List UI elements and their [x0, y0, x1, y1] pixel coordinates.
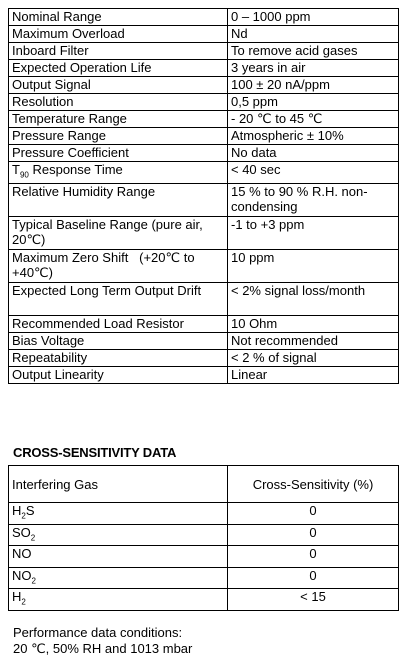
- spec-value: Not recommended: [228, 332, 399, 349]
- spec-value: 3 years in air: [228, 60, 399, 77]
- performance-notes: [13, 625, 192, 657]
- spec-label: Pressure Range: [9, 128, 228, 145]
- spec-label: Temperature Range: [9, 111, 228, 128]
- header-interfering-gas: Interfering Gas: [9, 466, 228, 503]
- spec-label: Resolution: [9, 94, 228, 111]
- cross-sensitivity-value: 0: [228, 524, 399, 546]
- spec-label: Nominal Range: [9, 9, 228, 26]
- cross-row-no2: [9, 567, 399, 589]
- spec-row-repeatability: [9, 349, 399, 366]
- spec-row-baseline-range: [9, 216, 399, 249]
- spec-row-output-linearity: [9, 366, 399, 383]
- gas-formula-main: H: [12, 589, 22, 605]
- cross-row-h2s: [9, 503, 399, 525]
- spec-row-pressure-range: [9, 128, 399, 145]
- spec-value: < 2 % of signal: [228, 349, 399, 366]
- spec-label: Inboard Filter: [9, 43, 228, 60]
- spec-value: Linear: [228, 366, 399, 383]
- gas-formula-main: SO: [12, 524, 31, 540]
- spec-value: 15 % to 90 % R.H. non-condensing: [228, 183, 399, 216]
- spec-row-pressure-coefficient: [9, 145, 399, 162]
- gas-formula-tail: S: [25, 503, 35, 518]
- spec-value: To remove acid gases: [228, 43, 399, 60]
- spec-row-humidity-range: [9, 183, 399, 216]
- spec-label: Expected Long Term Output Drift: [9, 282, 228, 315]
- spec-value: < 2% signal loss/month: [228, 282, 399, 315]
- notes-line-1: Performance data conditions:: [13, 625, 183, 640]
- gas-name: [9, 546, 228, 568]
- cross-sensitivity-title: CROSS-SENSITIVITY DATA: [13, 445, 177, 460]
- spec-label: Recommended Load Resistor: [9, 315, 228, 332]
- spec-row-inboard-filter: [9, 43, 399, 60]
- gas-formula-subscript: 2: [30, 533, 36, 543]
- spec-row-load-resistor: [9, 315, 399, 332]
- gas-formula-main: H: [12, 503, 22, 518]
- spec-value: No data: [228, 145, 399, 162]
- spec-row-temperature-range: [9, 111, 399, 128]
- spec-value: 10 Ohm: [228, 315, 399, 332]
- spec-row-resolution: [9, 94, 399, 111]
- gas-formula-subscript: 2: [21, 511, 26, 521]
- spec-label: Output Linearity: [9, 366, 228, 383]
- spec-row-zero-shift: [9, 249, 399, 282]
- spec-value: -1 to +3 ppm: [228, 216, 399, 249]
- spec-label: Relative Humidity Range: [9, 183, 228, 216]
- spec-label: Pressure Coefficient: [9, 145, 228, 162]
- spec-value: Atmospheric ± 10%: [228, 128, 399, 145]
- gas-formula-subscript: 2: [21, 597, 26, 607]
- spec-label: Typical Baseline Range (pure air, 20℃): [9, 216, 228, 249]
- spec-value: Nd: [228, 26, 399, 43]
- cross-sensitivity-value: < 15: [228, 589, 399, 611]
- spec-value: - 20 ℃ to 45 ℃: [228, 111, 399, 128]
- gas-formula-subscript: 2: [31, 576, 36, 586]
- spec-value: 10 ppm: [228, 249, 399, 282]
- spec-row-output-signal: [9, 77, 399, 94]
- spec-label: Expected Operation Life: [9, 60, 228, 77]
- gas-name: [9, 589, 228, 611]
- spec-row-response-time: [9, 162, 399, 184]
- gas-formula-main: NO: [12, 546, 32, 562]
- spec-label: Repeatability: [9, 349, 228, 366]
- spec-label: Maximum Zero Shift (+20℃ to +40℃): [9, 249, 228, 282]
- cross-row-so2: [9, 524, 399, 546]
- gas-name: [9, 524, 228, 546]
- notes-line-2: 20 ℃, 50% RH and 1013 mbar: [13, 641, 193, 656]
- spec-label: Bias Voltage: [9, 332, 228, 349]
- gas-name: [9, 503, 228, 525]
- cross-row-no: [9, 546, 399, 568]
- cross-sensitivity-table: [8, 465, 399, 611]
- spec-value: 0,5 ppm: [228, 94, 399, 111]
- spec-label-prefix: T: [12, 162, 20, 177]
- spec-label: Maximum Overload: [9, 26, 228, 43]
- header-cross-sensitivity: Cross-Sensitivity (%): [228, 466, 399, 503]
- gas-formula-main: NO: [12, 567, 32, 583]
- spec-label: [9, 162, 228, 184]
- spec-row-maximum-overload: [9, 26, 399, 43]
- spec-row-bias-voltage: [9, 332, 399, 349]
- cross-sensitivity-value: 0: [228, 503, 399, 525]
- cross-sensitivity-value: 0: [228, 546, 399, 568]
- spec-value: 100 ± 20 nA/ppm: [228, 77, 399, 94]
- cross-sensitivity-value: 0: [228, 567, 399, 589]
- spec-label-suffix: Response Time: [28, 162, 123, 177]
- cross-row-h2: [9, 589, 399, 611]
- spec-row-nominal-range: [9, 9, 399, 26]
- spec-row-long-term-drift: [9, 282, 399, 315]
- spec-value: 0 – 1000 ppm: [228, 9, 399, 26]
- spec-label-subscript: 90: [19, 170, 29, 180]
- gas-name: [9, 567, 228, 589]
- specification-table: [8, 8, 399, 384]
- cross-sensitivity-header-row: [9, 466, 399, 503]
- spec-value: < 40 sec: [228, 162, 399, 184]
- spec-row-operation-life: [9, 60, 399, 77]
- spec-label: Output Signal: [9, 77, 228, 94]
